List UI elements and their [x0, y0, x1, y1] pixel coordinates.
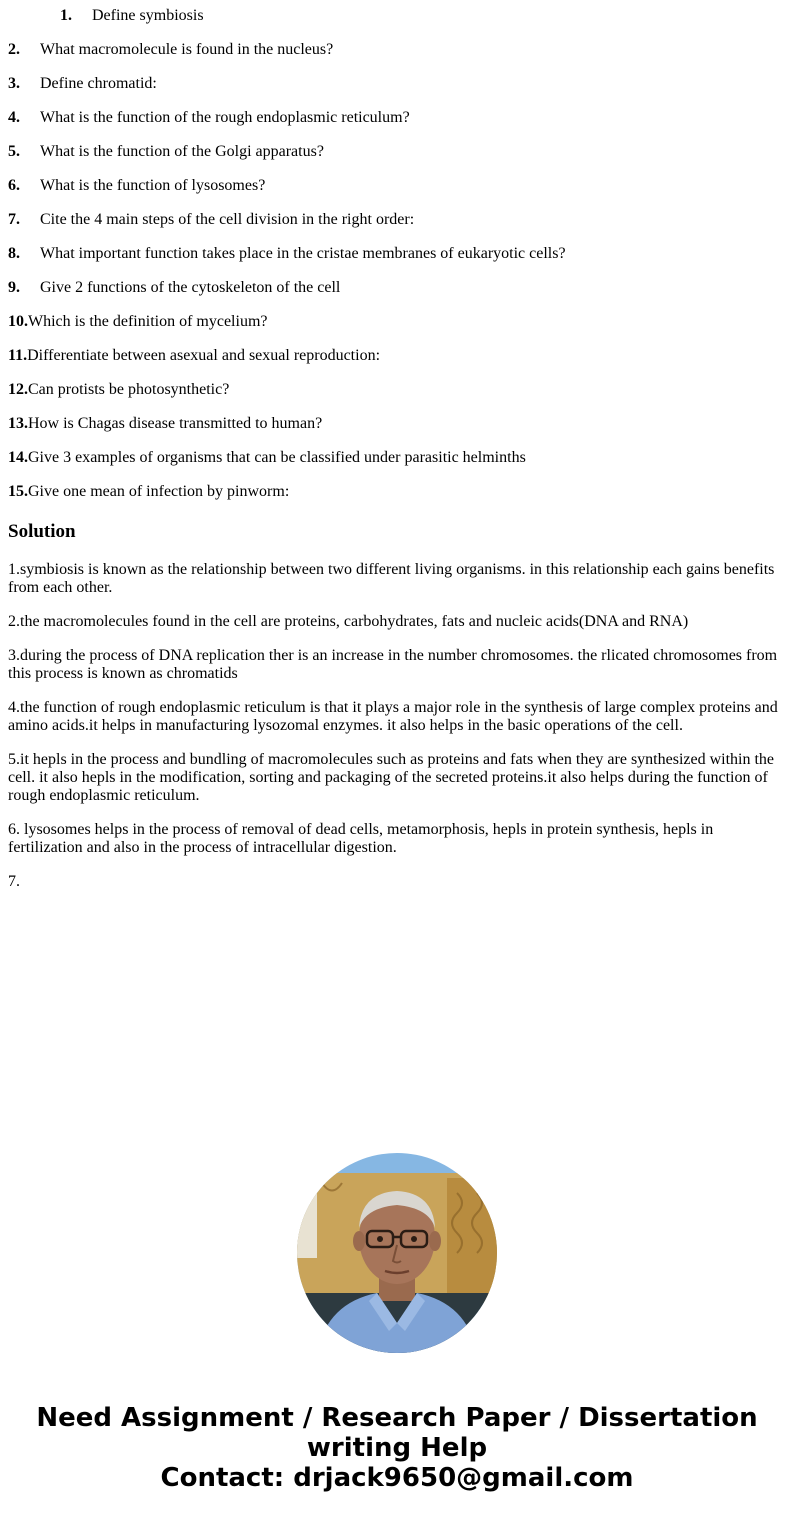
question-number: 6. [8, 177, 20, 194]
solution-heading: Solution [8, 521, 76, 542]
question-text: Can protists be photosynthetic? [28, 381, 230, 398]
question-text: Differentiate between asexual and sexual reproduction: [27, 347, 381, 364]
question-number: 4. [8, 109, 20, 126]
answer-paragraph: 7. [8, 873, 20, 890]
question-number: 1. [60, 7, 72, 24]
question-number: 3. [8, 75, 20, 92]
question-text: Give one mean of infection by pinworm: [28, 483, 290, 500]
question-number: 8. [8, 245, 20, 262]
question-number: 7. [8, 211, 20, 228]
question-item [8, 414, 322, 434]
promo-contact: Contact: drjack9650@gmail.com [160, 1463, 634, 1493]
question-item [8, 380, 229, 400]
question-text: How is Chagas disease transmitted to human? [28, 415, 323, 432]
answer-paragraph: 6. lysosomes helps in the process of removal of dead cells, metamorphosis, hepls in protein synthesis, hepls in fertilization and also in the process of intracellular digestion. [8, 821, 714, 856]
question-item [8, 244, 566, 264]
question-item [8, 278, 340, 298]
promo-banner [0, 1403, 794, 1493]
question-number: 13. [8, 415, 28, 432]
question-item [8, 176, 265, 196]
question-text: Define chromatid: [40, 75, 157, 92]
question-item [8, 346, 380, 366]
answer-paragraph: 5.it hepls in the process and bundling of macromolecules such as proteins and fats when they are synthesized within the cell. it also hepls in the modification, sorting and packaging of the secreted proteins.it also helps during the function of rough endoplasmic reticulum. [8, 751, 775, 804]
question-number: 15. [8, 483, 28, 500]
question-item [8, 210, 414, 230]
question-item [8, 108, 410, 128]
question-text: Give 3 examples of organisms that can be classified under parasitic helminths [28, 449, 526, 466]
question-number: 11. [8, 347, 28, 364]
question-text: Which is the definition of mycelium? [28, 313, 268, 330]
person-photo-icon [297, 1153, 497, 1353]
question-number: 10. [8, 313, 28, 330]
question-number: 14. [8, 449, 28, 466]
answer-paragraph: 4.the function of rough endoplasmic reticulum is that it plays a major role in the synthesis of large complex proteins and amino acids.it helps in manufacturing lysozomal enzymes. it also helps in the basic operations of the cell. [8, 699, 778, 734]
question-text: What is the function of lysosomes? [40, 177, 266, 194]
question-item [8, 74, 157, 94]
answer-paragraph: 3.during the process of DNA replication ther is an increase in the number chromosomes. the rlicated chromosomes from this process is known as chromatids [8, 647, 778, 682]
answer-paragraph: 2.the macromolecules found in the cell are proteins, carbohydrates, fats and nucleic acids(DNA and RNA) [8, 613, 689, 630]
question-number: 2. [8, 41, 20, 58]
question-text: What important function takes place in the cristae membranes of eukaryotic cells? [40, 245, 566, 262]
answer-paragraph: 1.symbiosis is known as the relationship between two different living organisms. in this relationship each gains benefits from each other. [8, 561, 775, 596]
question-item [8, 40, 333, 60]
promo-line-1: Need Assignment / Research Paper / Dissertation [36, 1403, 758, 1433]
promo-line-2: writing Help [306, 1433, 488, 1463]
question-text: What macromolecule is found in the nucleus? [40, 41, 334, 58]
question-text: Give 2 functions of the cytoskeleton of the cell [40, 279, 341, 296]
question-item [8, 448, 526, 468]
question-text: Define symbiosis [92, 7, 204, 24]
question-number: 12. [8, 381, 28, 398]
question-number: 5. [8, 143, 20, 160]
question-item [8, 312, 268, 332]
question-item [8, 142, 324, 162]
question-item [60, 6, 204, 26]
question-text: What is the function of the rough endoplasmic reticulum? [40, 109, 410, 126]
question-text: What is the function of the Golgi apparatus? [40, 143, 324, 160]
question-number: 9. [8, 279, 20, 296]
author-avatar [297, 1153, 497, 1353]
question-text: Cite the 4 main steps of the cell division in the right order: [40, 211, 415, 228]
question-item [8, 482, 289, 502]
